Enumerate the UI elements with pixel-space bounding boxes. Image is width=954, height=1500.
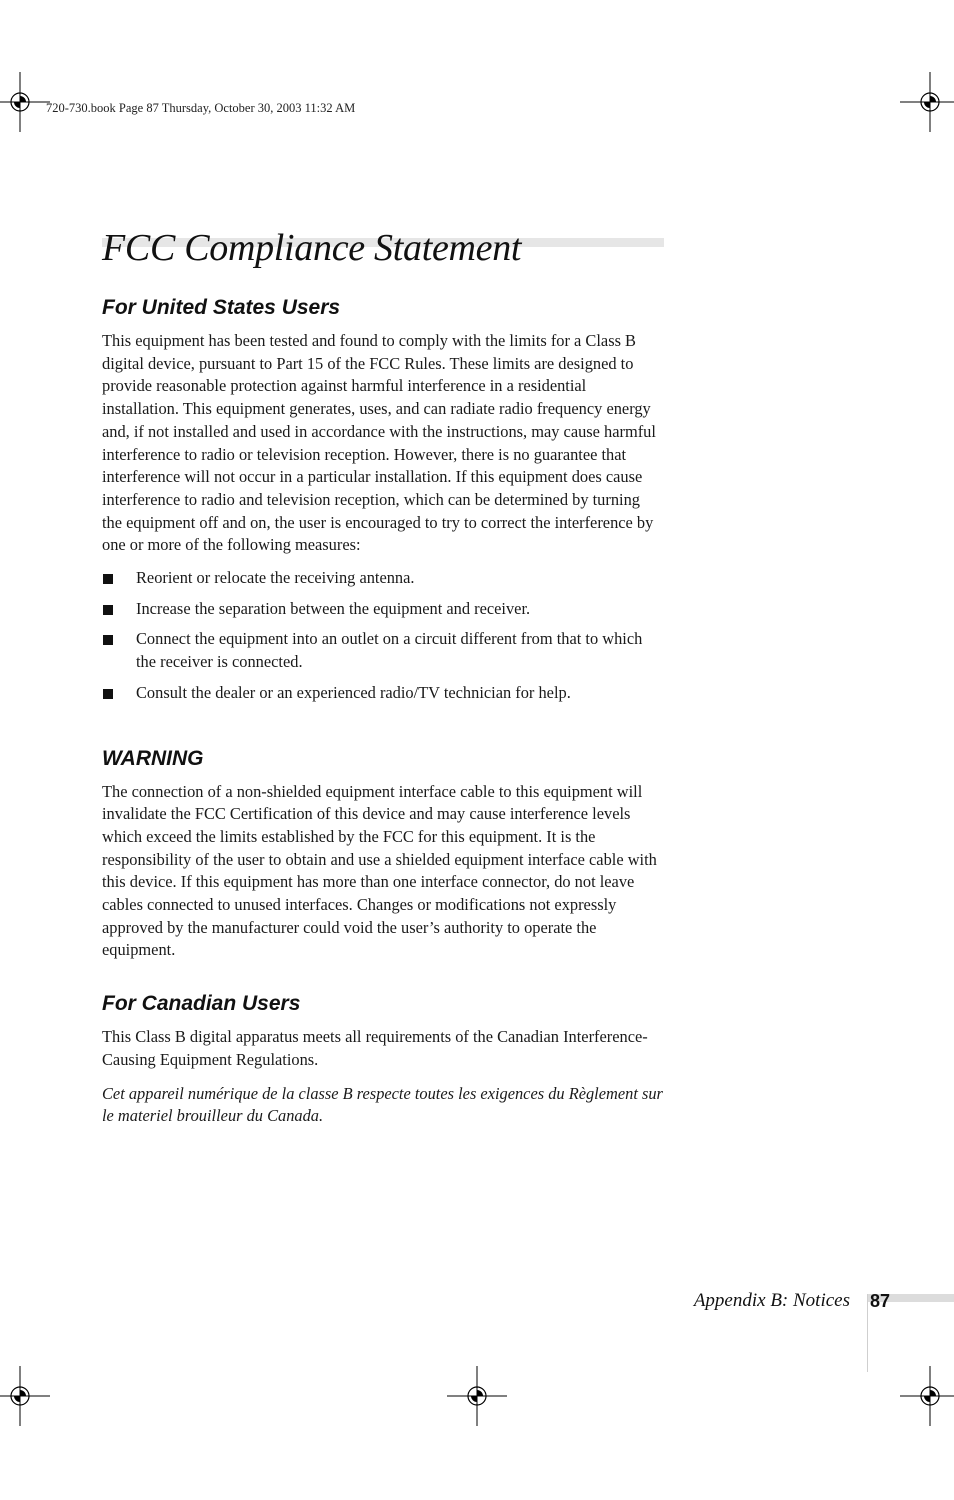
bullet-square-icon: [103, 635, 113, 645]
bullet-square-icon: [103, 574, 113, 584]
list-item-text: Consult the dealer or an experienced radio/TV technician for help.: [136, 682, 571, 702]
section-heading-us: For United States Users: [102, 296, 341, 319]
list-item: [102, 682, 664, 705]
section-heading-canada: For Canadian Users: [102, 992, 301, 1016]
canada-paragraph-french: Cet appareil numérique de la classe B respecte toutes les exigences du Règlement sur le materiel brouilleur du Canada.: [102, 1083, 663, 1126]
bullet-square-icon: [103, 605, 113, 615]
us-paragraph: This equipment has been tested and found to comply with the limits for a Class B digital device, pursuant to Part 15 of the FCC Rules. These limits are designed to provide reasonable protection against harmful interference in a residential installation. This equipment generates, uses, and can radiate radio frequency energy and, if not installed and used in accordance with the instructions, may cause harmful interference to radio or television reception. However, there is no guarantee that interference will not occur in a particular installation. If this equipment does cause interference to radio and television reception, which can be determined by turning the equipment off and on, the user is encouraged to try to correct the interference by one or more of the following measures:: [102, 331, 656, 555]
registration-mark-icon: [0, 72, 50, 132]
section-canadian-users: [102, 992, 664, 1128]
warning-paragraph: The connection of a non-shielded equipment interface cable to this equipment will invalidate the FCC Certification of this device and may cause interference levels which exceed the limits established by the FCC for this equipment. It is the responsibility of the user to obtain and use a shielded equipment interface cable with this device. If this equipment has more than one interface connector, do not leave cables connected to unused interfaces. Changes or modifications not expressly approved by the manufacturer could void the user’s authority to operate the equipment.: [102, 781, 657, 960]
section-us-users: [102, 296, 664, 705]
registration-mark-icon: [0, 1366, 50, 1426]
registration-mark-icon: [900, 1366, 954, 1426]
list-item: [102, 628, 664, 673]
registration-mark-icon: [447, 1366, 507, 1426]
list-item-text: Increase the separation between the equipment and receiver.: [136, 598, 531, 618]
list-item: [102, 598, 664, 621]
page-number: 87: [870, 1291, 891, 1311]
canada-paragraph: This Class B digital apparatus meets all requirements of the Canadian Interference-Causing Equipment Regulations.: [102, 1027, 648, 1069]
print-info-slug: 720-730.book Page 87 Thursday, October 30, 2003 11:32 AM: [46, 101, 356, 115]
section-warning: [102, 747, 664, 963]
footer-section-label: Appendix B: Notices: [693, 1290, 850, 1311]
registration-mark-icon: [900, 72, 954, 132]
footer-divider: [867, 1294, 868, 1372]
page-title: FCC Compliance Statement: [102, 227, 522, 269]
list-item-text: Connect the equipment into an outlet on a circuit different from that to which the receiver is connected.: [136, 629, 643, 672]
list-item: [102, 567, 664, 590]
bullet-square-icon: [103, 689, 113, 699]
list-item-text: Reorient or relocate the receiving antenna.: [136, 568, 415, 588]
measures-list: [102, 567, 664, 705]
section-heading-warning: WARNING: [102, 746, 204, 770]
main-content: [102, 296, 664, 1128]
